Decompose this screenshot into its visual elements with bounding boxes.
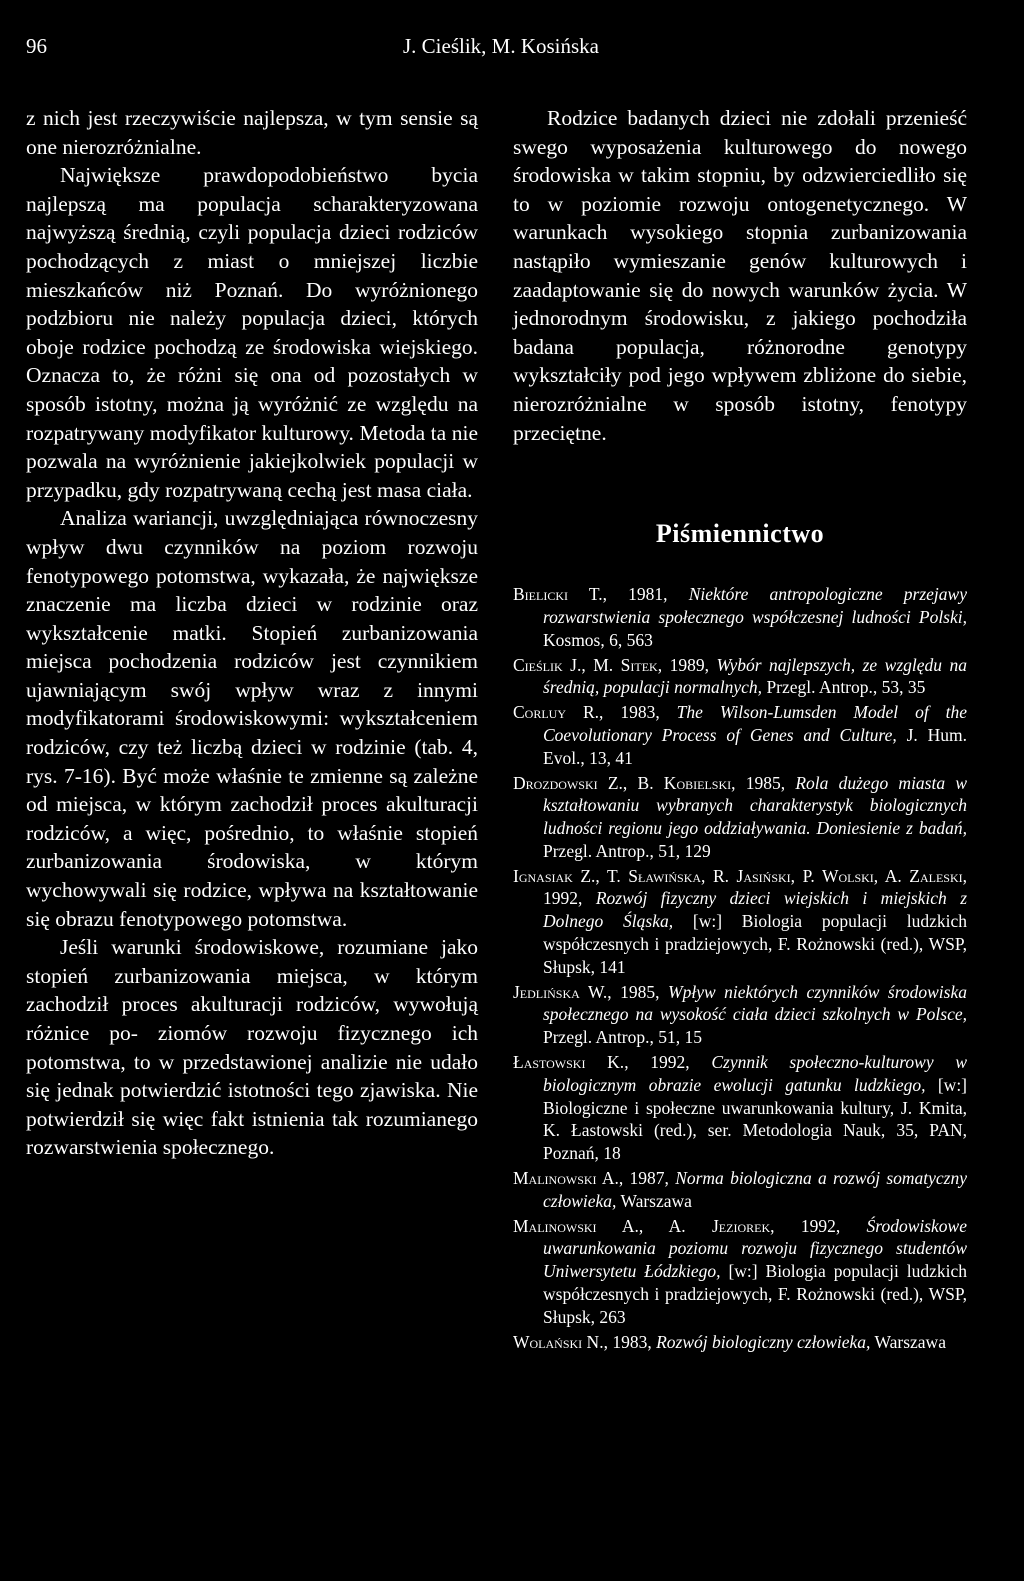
references-heading: Piśmiennictwo (655, 519, 825, 549)
reference-source: Kosmos, 6, 563 (543, 629, 653, 650)
reference-item (513, 583, 967, 651)
reference-item (513, 1331, 967, 1354)
reference-authors: Wolański N. (513, 1331, 604, 1352)
reference-title: Czynnik społeczno-kulturowy w biologicznym obrazie ewolucji gatunku ludzkiego, (543, 1052, 967, 1095)
reference-authors: Drozdowski Z., B. Kobielski (513, 772, 732, 793)
body-paragraph: Rodzice badanych dzieci nie zdołali przenieść swego wyposażenia kulturowego do nowego środowiska w takim stopniu, by odzwierciedliło się to w poziomie rozwoju ontogenetycznego. W warunkach wysokiego stopnia zurbanizowania nastąpiło wymieszanie genów kulturowych i zaadaptowanie się do nowych warunków życia. W jednorodnym środowisku, z jakiego pochodziła badana populacja, różnorodne genotypy wykształciły pod jego wpływem zbliżone do siebie, nierozróżnialne w sposób istotny, fenotypy przeciętne. (513, 106, 967, 445)
reference-authors: Bielicki T. (513, 584, 603, 605)
page-header (26, 34, 976, 64)
reference-item (513, 865, 967, 979)
left-column (26, 104, 478, 1162)
reference-authors: Corluy R. (513, 702, 599, 723)
reference-source: [w:] Biologiczne i społeczne uwarunkowania kultury, J. Kmita, K. Łastowski (red.), ser. Metodologia Nauk, 35, PAN, Poznań, 18 (543, 1074, 968, 1164)
reference-year: , 1985, (607, 981, 669, 1002)
reference-source: [w:] Biologia populacji ludzkich współczesnych i pradziejowych, F. Rożnowski (red.), WSP, Słupsk, 141 (543, 911, 967, 977)
reference-source: Przegl. Antrop., 53, 35 (762, 677, 926, 698)
reference-item (513, 772, 967, 863)
reference-item (513, 981, 967, 1049)
reference-year: , 1987, (618, 1168, 676, 1189)
reference-source: [w:] Biologia populacji ludzkich współczesnych i pradziejowych, F. Rożnowski (red.), WSP, Słupsk, 263 (543, 1261, 967, 1327)
reference-authors: Malinowski A. (513, 1168, 619, 1189)
reference-year: , 1992, (624, 1052, 712, 1073)
reference-source: Przegl. Antrop., 51, 129 (543, 840, 711, 861)
reference-year: , 1981, (602, 584, 689, 605)
reference-year: , 1985, (731, 772, 796, 793)
reference-source: Przegl. Antrop., 51, 15 (543, 1027, 702, 1048)
reference-year: , 1992, (770, 1215, 867, 1236)
reference-title: Rola dużego miasta w kształtowaniu wybranych charakterystyk biologicznych ludności regionu jego oddziaływania. Doniesienie z badań, (543, 772, 968, 839)
reference-item (513, 1215, 967, 1329)
running-head: J. Cieślik, M. Kosińska (402, 34, 599, 58)
reference-item (513, 654, 967, 700)
reference-source: Warszawa (616, 1190, 692, 1211)
reference-title: Niektóre antropologiczne przejawy rozwarstwienia społecznego współczesnej ludności Polski, (543, 584, 967, 627)
reference-title: The Wilson-Lumsden Model of the Coevolutionary Process of Genes and Culture, (543, 702, 967, 745)
reference-item (513, 1051, 967, 1165)
right-column (513, 104, 967, 1355)
body-paragraph: Największe prawdopodobieństwo bycia najlepszą ma populacja scharakteryzowana najwyższą średnią, czyli populacja dzieci rodziców pochodzących z miast o mniejszej liczbie mieszkańców niż Poznań. Do wyróżnionego podzbioru nie należy populacja dzieci, których oboje rodzice pochodzą ze środowiska wiejskiego. Oznacza to, że różni się ona od pozostałych w sposób istotny, można ją wyróżnić ze względu na rozpatrywany modyfikator kulturowy. Metoda ta nie pozwala na wyróżnienie jakiejkolwiek populacji w przypadku, gdy rozpatrywaną cechą jest masa ciała. (26, 163, 478, 502)
reference-authors: Jedlińska W. (513, 981, 608, 1002)
reference-title: Rozwój fizyczny dzieci wiejskich i miejskich z Dolnego Śląska, (543, 888, 968, 932)
body-paragraph: z nich jest rzeczywiście najlepsza, w tym sensie są one nierozróżnialne. (26, 106, 478, 159)
reference-year: , 1983, (599, 702, 677, 723)
reference-year: , 1992, (543, 865, 967, 909)
body-paragraph: Analiza wariancji, uwzględniająca równoczesny wpływ dwu czynników na poziom rozwoju fenotypowego potomstwa, wykazała, że największe znaczenie ma liczba dzieci w rodzinie oraz wykształcenie matki. Stopień zurbanizowania miejsca pochodzenia rodziców jest czynnikiem ujawniającym swój wpływ wraz z innymi modyfikatorami środowiskowymi: wykształceniem rodziców, czy też liczbą dzieci w rodzinie (tab. 4, rys. 7-16). Być może właśnie te zmienne są zależne od miejsca, w którym zachodził proces akulturacji rodziców, a więc, pośrednio, to właśnie stopień zurbanizowania środowiska, w którym wychowywali się rodzice, wpływa na kształtowanie się obrazu fenotypowego potomstwa. (26, 506, 478, 931)
reference-source: Warszawa (870, 1331, 946, 1352)
reference-title: Środowiskowe uwarunkowania poziomu rozwoju fizycznego studentów Uniwersytetu Łódzkiego, (543, 1215, 967, 1282)
reference-title: Wybór najlepszych, ze względu na średnią, populacji normalnych, (543, 654, 968, 698)
reference-title: Rozwój biologiczny człowieka, (656, 1331, 871, 1352)
reference-title: Norma biologiczna a rozwój somatyczny człowieka, (543, 1168, 967, 1211)
reference-source: J. Hum. Evol., 13, 41 (543, 724, 967, 768)
body-paragraph: Jeśli warunki środowiskowe, rozumiane jako stopień zurbanizowania miejsca, w którym zachodził proces akulturacji rodziców, wywołują różnice po- ziomów rozwoju fizycznego ich potomstwa, to w przedstawionej analizie nie udało się jednak potwierdzić istotności tego zjawiska. Nie potwierdził się więc fakt istnienia tak rozumianego rozwarstwienia społecznego. (26, 935, 478, 1160)
reference-item (513, 1167, 967, 1213)
reference-year: , 1989, (657, 654, 717, 675)
reference-authors: Cieślik J., M. Sitek (513, 654, 658, 675)
reference-year: , 1983, (603, 1331, 657, 1352)
page-number: 96 (26, 34, 47, 58)
reference-title: Wpływ niektórych czynników środowiska społecznego na wysokość ciała dzieci szkolnych w Polsce, (543, 981, 967, 1025)
reference-authors: Ignasiak Z., T. Sławińska, R. Jasiński, P. Wolski, A. Zaleski (513, 865, 963, 886)
references-list (513, 583, 967, 1353)
reference-item (513, 701, 967, 769)
reference-authors: Łastowski K. (513, 1052, 625, 1073)
reference-authors: Malinowski A., A. Jeziorek (513, 1215, 771, 1236)
